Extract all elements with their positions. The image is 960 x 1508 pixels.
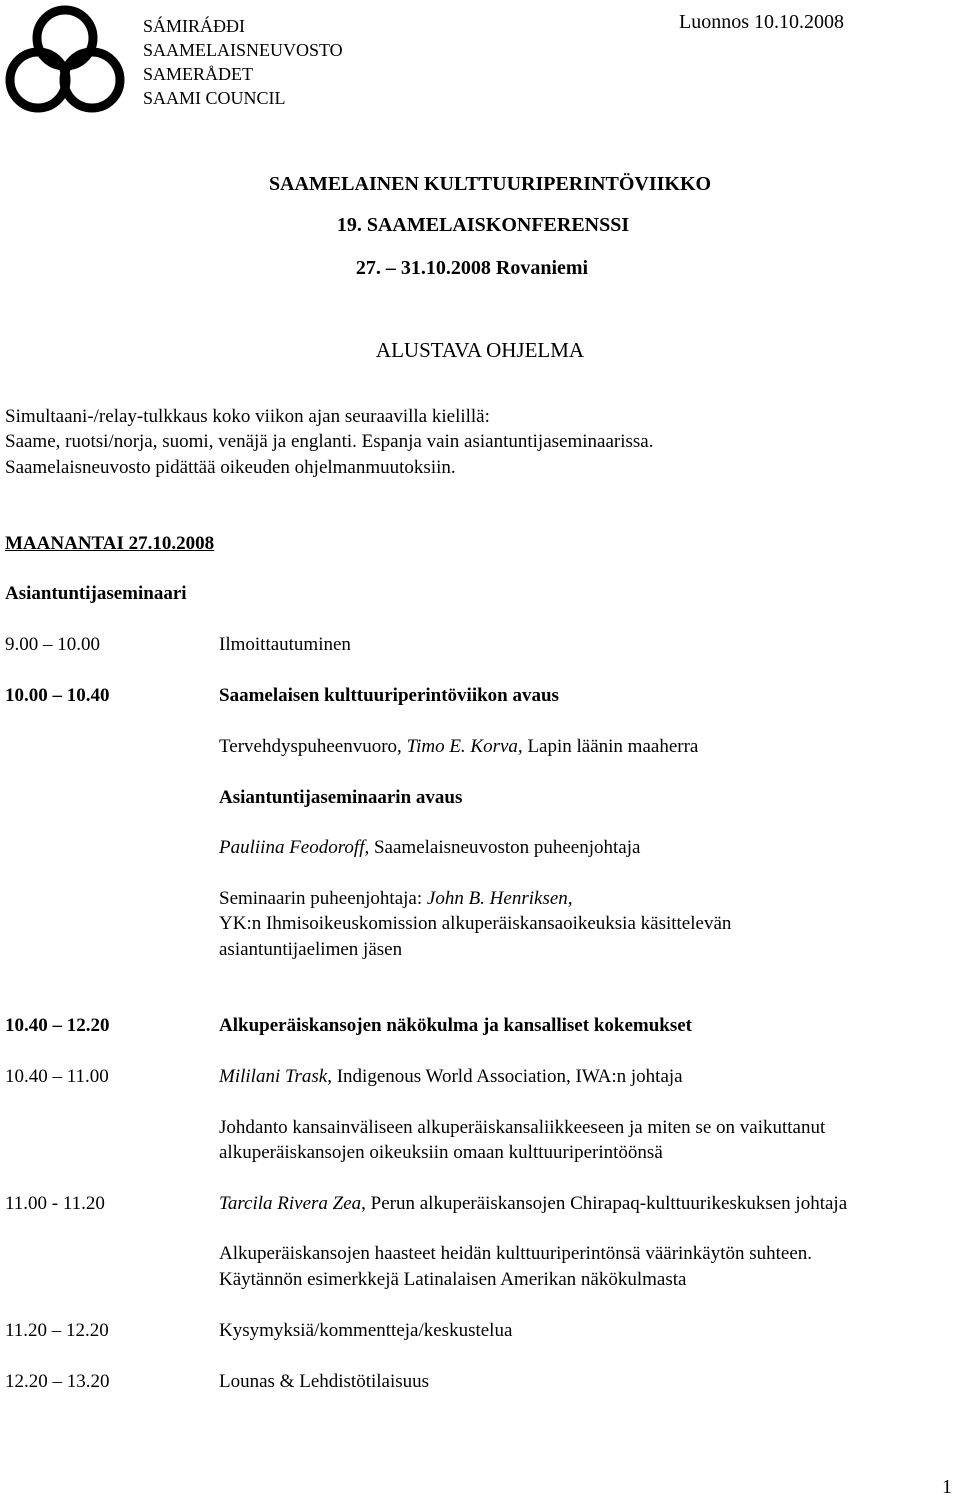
schedule-detail <box>219 836 640 860</box>
event-dates-location: 27. – 31.10.2008 Rovaniemi <box>355 257 589 279</box>
schedule-detail: Alkuperäiskansojen haasteet heidän kulttuuriperintönsä väärinkäytön suhteen. <box>219 1243 813 1264</box>
schedule-time: 10.40 – 11.00 <box>5 1066 109 1087</box>
speaker-name: Pauliina Feodoroff <box>219 837 365 858</box>
organization-names <box>143 14 343 110</box>
schedule-item: Alkuperäiskansojen näkökulma ja kansalliset kokemukset <box>219 1015 692 1036</box>
schedule-detail <box>219 887 573 911</box>
speaker-name: Timo E. Korva, <box>406 736 523 757</box>
schedule-item: Ilmoittautuminen <box>219 634 351 655</box>
schedule-item: Saamelaisen kulttuuriperintöviikon avaus <box>219 685 559 706</box>
detail-text: , <box>567 888 573 909</box>
schedule-item <box>219 1192 847 1216</box>
draft-date: Luonnos 10.10.2008 <box>679 11 844 33</box>
program-heading: ALUSTAVA OHJELMA <box>375 338 585 362</box>
saami-council-logo <box>2 2 128 118</box>
day-heading: MAANANTAI 27.10.2008 <box>5 533 215 554</box>
detail-text: Seminaarin puheenjohtaja: <box>219 888 427 909</box>
detail-text: , Perun alkuperäiskansojen Chirapaq-kulttuurikeskuksen johtaja <box>361 1193 848 1214</box>
schedule-item: Kysymyksiä/kommentteja/keskustelua <box>219 1320 513 1341</box>
org-name-line: SAAMI COUNCIL <box>143 88 286 108</box>
schedule-item <box>219 1065 683 1089</box>
schedule-time: 10.00 – 10.40 <box>5 685 110 706</box>
schedule-time: 11.00 - 11.20 <box>5 1193 105 1214</box>
schedule-item: Lounas & Lehdistötilaisuus <box>219 1371 430 1392</box>
detail-text: , Indigenous World Association, IWA:n johtaja <box>327 1066 683 1087</box>
org-name-line: SAMERÅDET <box>143 64 254 84</box>
schedule-detail <box>219 735 698 759</box>
detail-text: , Saamelaisneuvoston puheenjohtaja <box>364 837 641 858</box>
schedule-time: 9.00 – 10.00 <box>5 634 100 655</box>
schedule-time: 10.40 – 12.20 <box>5 1015 110 1036</box>
schedule-time: 11.20 – 12.20 <box>5 1320 109 1341</box>
org-name-line: SÁMIRÁÐÐI <box>143 16 246 36</box>
org-name-line: SAAMELAISNEUVOSTO <box>143 40 343 60</box>
detail-text: Tervehdyspuheenvuoro, <box>219 736 407 757</box>
page-number: 1 <box>942 1476 952 1498</box>
speaker-name: Mililani Trask <box>219 1066 328 1087</box>
document-title: SAAMELAINEN KULTTUURIPERINTÖVIIKKO <box>268 173 712 195</box>
speaker-name: Tarcila Rivera Zea <box>219 1193 362 1214</box>
schedule-detail: asiantuntijaelimen jäsen <box>219 939 403 960</box>
schedule-time: 12.20 – 13.20 <box>5 1371 110 1392</box>
program-change-note: Saamelaisneuvosto pidättää oikeuden ohjelmanmuutoksiin. <box>5 457 456 478</box>
schedule-detail: Johdanto kansainväliseen alkuperäiskansaliikkeeseen ja miten se on vaikuttanut <box>219 1117 826 1138</box>
interpretation-note: Simultaani-/relay-tulkkaus koko viikon ajan seuraavilla kielillä: <box>5 406 490 427</box>
schedule-detail: YK:n Ihmisoikeuskomission alkuperäiskansaoikeuksia käsittelevän <box>219 913 732 934</box>
document-subtitle: 19. SAAMELAISKONFERENSSI <box>336 214 630 236</box>
schedule-subheading: Asiantuntijaseminaarin avaus <box>219 787 463 808</box>
schedule-detail: alkuperäiskansojen oikeuksiin omaan kulttuuriperintöönsä <box>219 1142 663 1163</box>
schedule-detail: Käytännön esimerkkejä Latinalaisen Amerikan näkökulmasta <box>219 1269 687 1290</box>
languages-note: Saame, ruotsi/norja, suomi, venäjä ja englanti. Espanja vain asiantuntijaseminaarissa. <box>5 431 654 452</box>
detail-text: Lapin läänin maaherra <box>522 736 699 757</box>
speaker-name: John B. Henriksen <box>426 888 568 909</box>
seminar-heading: Asiantuntijaseminaari <box>5 583 187 604</box>
